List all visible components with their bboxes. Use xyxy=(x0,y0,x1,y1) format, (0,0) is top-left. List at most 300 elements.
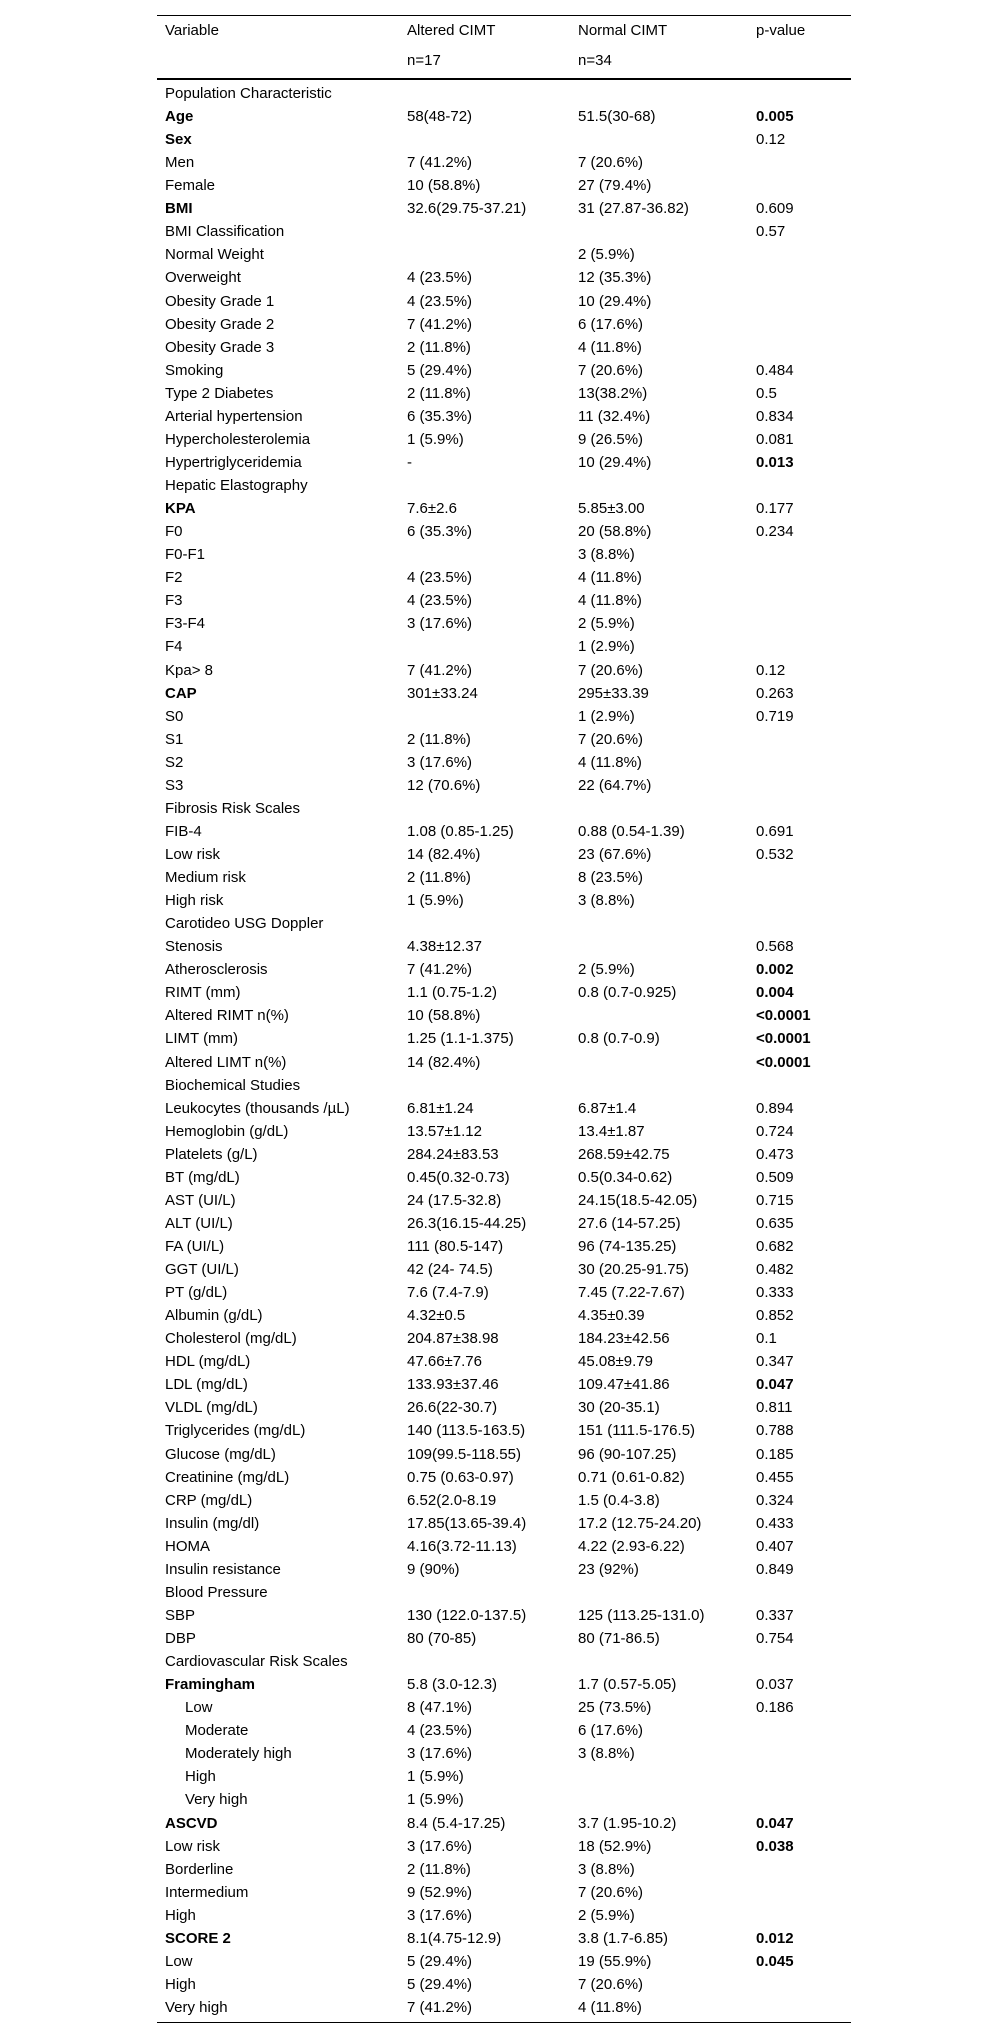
cell-variable: Glucose (mg/dL) xyxy=(165,1445,276,1463)
cell-variable: S1 xyxy=(165,730,184,748)
table-row xyxy=(157,1027,851,1050)
cell-altered-cimt: 10 (58.8%) xyxy=(407,1007,481,1025)
cell-altered-cimt: 26.3(16.15-44.25) xyxy=(407,1214,527,1232)
table-row xyxy=(157,1051,851,1074)
cell-variable: Obesity Grade 2 xyxy=(165,315,275,333)
cell-altered-cimt: 2 (11.8%) xyxy=(407,1860,471,1878)
table-row xyxy=(157,774,851,797)
cell-normal-cimt: 80 (71-86.5) xyxy=(578,1630,660,1648)
bottom-rule xyxy=(157,2022,851,2023)
cell-altered-cimt: 9 (90%) xyxy=(407,1560,460,1578)
cell-variable: SBP xyxy=(165,1606,196,1624)
cell-variable: Cholesterol (mg/dL) xyxy=(165,1330,297,1348)
table-row xyxy=(157,151,851,174)
cell-normal-cimt: 7 (20.6%) xyxy=(578,661,644,679)
cell-normal-cimt: 1.7 (0.57-5.05) xyxy=(578,1676,677,1694)
cell-variable: Very high xyxy=(185,1791,248,1809)
cell-altered-cimt: 5 (29.4%) xyxy=(407,1975,473,1993)
table-row xyxy=(157,1927,851,1950)
cell-altered-cimt: 7.6 (7.4-7.9) xyxy=(407,1284,489,1302)
cell-variable: Medium risk xyxy=(165,869,246,887)
cell-variable: Hypercholesterolemia xyxy=(165,430,311,448)
cell-variable: Population Characteristic xyxy=(165,85,332,102)
cell-altered-cimt: 14 (82.4%) xyxy=(407,845,481,863)
table-row xyxy=(157,1650,851,1673)
cell-p-value: 0.324 xyxy=(756,1491,794,1509)
table-row xyxy=(157,1627,851,1650)
table-row xyxy=(157,174,851,197)
table-row xyxy=(157,1812,851,1835)
table-row xyxy=(157,958,851,981)
cell-p-value: 0.185 xyxy=(756,1445,794,1463)
table-row xyxy=(157,243,851,266)
table-row xyxy=(157,1281,851,1304)
cell-variable: Low risk xyxy=(165,1837,221,1855)
cell-p-value: 0.005 xyxy=(756,108,794,126)
cell-p-value: 0.347 xyxy=(756,1353,794,1371)
cell-normal-cimt: 0.71 (0.61-0.82) xyxy=(578,1468,685,1486)
cell-altered-cimt: 6.52(2.0-8.19 xyxy=(407,1491,497,1509)
cell-altered-cimt: 5.8 (3.0-12.3) xyxy=(407,1676,498,1694)
table-row xyxy=(157,682,851,705)
cell-variable: BMI xyxy=(165,200,193,218)
cell-normal-cimt: 184.23±42.56 xyxy=(578,1330,670,1348)
cell-normal-cimt: 17.2 (12.75-24.20) xyxy=(578,1514,702,1532)
cell-normal-cimt: 7 (20.6%) xyxy=(578,1975,644,1993)
cell-altered-cimt: 3 (17.6%) xyxy=(407,1745,473,1763)
cell-p-value: 0.834 xyxy=(756,407,794,425)
cell-p-value: 0.754 xyxy=(756,1630,794,1648)
cell-normal-cimt: 1 (2.9%) xyxy=(578,707,635,725)
table-row xyxy=(157,1466,851,1489)
cell-variable: LDL (mg/dL) xyxy=(165,1376,248,1394)
table-row xyxy=(157,1258,851,1281)
cell-variable: GGT (UI/L) xyxy=(165,1261,239,1279)
cell-variable: High xyxy=(185,1768,216,1786)
table-row xyxy=(157,1881,851,1904)
cell-p-value: 0.234 xyxy=(756,523,794,541)
table-row xyxy=(157,1166,851,1189)
cell-altered-cimt: 4 (23.5%) xyxy=(407,292,473,310)
cell-normal-cimt: 4 (11.8%) xyxy=(578,753,642,771)
table-row xyxy=(157,128,851,151)
cell-altered-cimt: 1.08 (0.85-1.25) xyxy=(407,822,514,840)
cell-altered-cimt: 24 (17.5-32.8) xyxy=(407,1191,502,1209)
header-rule xyxy=(157,78,851,80)
cell-altered-cimt: 7 (41.2%) xyxy=(407,1998,473,2016)
cell-p-value: <0.0001 xyxy=(756,1053,811,1071)
cell-variable: Altered LIMT n(%) xyxy=(165,1053,287,1071)
cell-variable: Low xyxy=(185,1699,213,1717)
cell-altered-cimt: 14 (82.4%) xyxy=(407,1053,481,1071)
cell-altered-cimt: 8.4 (5.4-17.25) xyxy=(407,1814,506,1832)
cell-normal-cimt: 4 (11.8%) xyxy=(578,1998,642,2016)
cell-variable: Overweight xyxy=(165,269,241,287)
n-normal: n=34 xyxy=(578,52,612,69)
cell-variable: Framingham xyxy=(165,1676,256,1694)
cell-p-value: 0.568 xyxy=(756,938,794,956)
cell-altered-cimt: 3 (17.6%) xyxy=(407,753,473,771)
cell-altered-cimt: 4.32±0.5 xyxy=(407,1307,466,1325)
table-row xyxy=(157,820,851,843)
cell-variable: F2 xyxy=(165,569,183,587)
cell-variable: HDL (mg/dL) xyxy=(165,1353,251,1371)
cell-p-value: 0.263 xyxy=(756,684,794,702)
cell-p-value: 0.852 xyxy=(756,1307,794,1325)
cell-normal-cimt: 1.5 (0.4-3.8) xyxy=(578,1491,660,1509)
cell-p-value: 0.12 xyxy=(756,661,786,679)
table-row xyxy=(157,105,851,128)
cell-normal-cimt: 3.8 (1.7-6.85) xyxy=(578,1929,669,1947)
cell-altered-cimt: 7 (41.2%) xyxy=(407,154,473,172)
table-row xyxy=(157,1004,851,1027)
cell-p-value: 0.012 xyxy=(756,1929,794,1947)
cell-altered-cimt: 1 (5.9%) xyxy=(407,1768,464,1786)
cell-normal-cimt: 4.35±0.39 xyxy=(578,1307,645,1325)
cell-p-value: 0.682 xyxy=(756,1238,794,1255)
cell-altered-cimt: 10 (58.8%) xyxy=(407,177,481,195)
cell-altered-cimt: 13.57±1.12 xyxy=(407,1122,482,1140)
cell-altered-cimt: 42 (24- 74.5) xyxy=(407,1261,493,1279)
cell-normal-cimt: 3 (8.8%) xyxy=(578,546,635,564)
cell-normal-cimt: 0.88 (0.54-1.39) xyxy=(578,822,685,840)
cell-variable: Sex xyxy=(165,131,192,149)
cell-altered-cimt: 3 (17.6%) xyxy=(407,615,473,633)
cell-p-value: <0.0001 xyxy=(756,1007,811,1025)
cell-variable: Fibrosis Risk Scales xyxy=(165,799,301,817)
cell-altered-cimt: 204.87±38.98 xyxy=(407,1330,499,1348)
cell-altered-cimt: 9 (52.9%) xyxy=(407,1883,473,1901)
cell-p-value: 0.691 xyxy=(756,822,794,840)
cell-p-value: 0.002 xyxy=(756,961,794,979)
table-row xyxy=(157,197,851,220)
cell-variable: Very high xyxy=(165,1998,228,2016)
cell-variable: F0 xyxy=(165,523,183,541)
cell-variable: Cardiovascular Risk Scales xyxy=(165,1653,348,1671)
table-row xyxy=(157,336,851,359)
cell-normal-cimt: 31 (27.87-36.82) xyxy=(578,200,689,218)
header-p-value: p-value xyxy=(756,22,806,39)
cell-variable: Hepatic Elastography xyxy=(165,477,308,495)
cell-normal-cimt: 7 (20.6%) xyxy=(578,730,644,748)
cell-p-value: 0.1 xyxy=(756,1330,777,1348)
cell-normal-cimt: 23 (67.6%) xyxy=(578,845,652,863)
table-row xyxy=(157,1904,851,1927)
cell-altered-cimt: 6.81±1.24 xyxy=(407,1099,474,1117)
cell-altered-cimt: 0.75 (0.63-0.97) xyxy=(407,1468,514,1486)
cell-altered-cimt: 1 (5.9%) xyxy=(407,892,464,910)
header-altered-cimt: Altered CIMT xyxy=(407,22,496,39)
cell-altered-cimt: 1.1 (0.75-1.2) xyxy=(407,984,498,1002)
cell-altered-cimt: 4 (23.5%) xyxy=(407,592,473,610)
cell-p-value: 0.333 xyxy=(756,1284,794,1302)
cell-altered-cimt: 32.6(29.75-37.21) xyxy=(407,200,527,218)
table-row xyxy=(157,981,851,1004)
cell-normal-cimt: 268.59±42.75 xyxy=(578,1145,670,1163)
header-row xyxy=(157,19,851,42)
table-row xyxy=(157,1074,851,1097)
cell-variable: Age xyxy=(165,108,194,126)
table-row xyxy=(157,1696,851,1719)
cell-variable: BT (mg/dL) xyxy=(165,1168,240,1186)
table-row xyxy=(157,797,851,820)
cell-altered-cimt: 1 (5.9%) xyxy=(407,1791,464,1809)
cell-normal-cimt: 125 (113.25-131.0) xyxy=(578,1606,705,1624)
cell-variable: Men xyxy=(165,154,195,172)
table-row xyxy=(157,1143,851,1166)
cell-variable: Female xyxy=(165,177,216,195)
cell-normal-cimt: 4 (11.8%) xyxy=(578,338,642,356)
cell-p-value: 0.473 xyxy=(756,1145,794,1163)
header-n-row xyxy=(157,49,851,72)
cell-altered-cimt: 301±33.24 xyxy=(407,684,478,702)
cell-normal-cimt: 11 (32.4%) xyxy=(578,407,651,425)
table-row xyxy=(157,1581,851,1604)
table-row xyxy=(157,889,851,912)
cell-normal-cimt: 0.8 (0.7-0.925) xyxy=(578,984,677,1002)
cell-altered-cimt: 58(48-72) xyxy=(407,108,473,126)
cell-normal-cimt: 2 (5.9%) xyxy=(578,1906,635,1924)
table-row xyxy=(157,1373,851,1396)
cell-variable: DBP xyxy=(165,1630,196,1648)
cell-p-value: 0.635 xyxy=(756,1214,794,1232)
cell-normal-cimt: 27 (79.4%) xyxy=(578,177,652,195)
cell-variable: ALT (UI/L) xyxy=(165,1214,233,1232)
table-row xyxy=(157,1443,851,1466)
cell-normal-cimt: 23 (92%) xyxy=(578,1560,639,1578)
cell-variable: Low xyxy=(165,1952,193,1970)
cell-normal-cimt: 4 (11.8%) xyxy=(578,592,642,610)
cell-variable: High xyxy=(165,1975,196,1993)
table-row xyxy=(157,428,851,451)
cell-p-value: 0.455 xyxy=(756,1468,794,1486)
table-row xyxy=(157,1212,851,1235)
cell-variable: F4 xyxy=(165,638,183,656)
cell-normal-cimt: 20 (58.8%) xyxy=(578,523,652,541)
cell-altered-cimt: 4 (23.5%) xyxy=(407,569,473,587)
cell-variable: Low risk xyxy=(165,845,221,863)
cell-variable: Leukocytes (thousands /µL) xyxy=(165,1099,350,1117)
table-row xyxy=(157,1604,851,1627)
table-row xyxy=(157,566,851,589)
cell-p-value: 0.811 xyxy=(756,1399,793,1417)
table-row xyxy=(157,520,851,543)
cell-normal-cimt: 1 (2.9%) xyxy=(578,638,635,656)
cell-altered-cimt: 7 (41.2%) xyxy=(407,961,473,979)
table-row xyxy=(157,451,851,474)
cell-variable: High xyxy=(165,1906,196,1924)
cell-normal-cimt: 3 (8.8%) xyxy=(578,1860,635,1878)
table-row xyxy=(157,912,851,935)
header-normal-cimt: Normal CIMT xyxy=(578,22,668,39)
cell-normal-cimt: 18 (52.9%) xyxy=(578,1837,652,1855)
cell-p-value: 0.433 xyxy=(756,1514,794,1532)
table-row xyxy=(157,751,851,774)
table-row xyxy=(157,313,851,336)
cell-altered-cimt: 5 (29.4%) xyxy=(407,361,473,379)
table-row xyxy=(157,635,851,658)
cell-variable: ASCVD xyxy=(165,1814,218,1832)
cell-variable: Insulin (mg/dl) xyxy=(165,1514,260,1532)
table-row xyxy=(157,659,851,682)
cell-altered-cimt: 4.16(3.72-11.13) xyxy=(407,1537,517,1555)
table-row xyxy=(157,1719,851,1742)
cell-normal-cimt: 295±33.39 xyxy=(578,684,649,702)
cell-altered-cimt: 2 (11.8%) xyxy=(407,730,471,748)
table-row xyxy=(157,405,851,428)
cell-variable: Smoking xyxy=(165,361,224,379)
cell-variable: KPA xyxy=(165,500,196,518)
cell-variable: Platelets (g/L) xyxy=(165,1145,258,1163)
cell-normal-cimt: 7 (20.6%) xyxy=(578,1883,644,1901)
cell-variable: HOMA xyxy=(165,1537,210,1555)
cell-normal-cimt: 19 (55.9%) xyxy=(578,1952,652,1970)
cell-variable: Type 2 Diabetes xyxy=(165,384,274,402)
header-variable: Variable xyxy=(165,22,219,39)
cell-variable: AST (UI/L) xyxy=(165,1191,236,1209)
cell-altered-cimt: 2 (11.8%) xyxy=(407,869,471,887)
table-row xyxy=(157,1858,851,1881)
cell-p-value: 0.177 xyxy=(756,500,794,518)
table-row xyxy=(157,359,851,382)
cell-normal-cimt: 96 (90-107.25) xyxy=(578,1445,677,1463)
cell-p-value: 0.12 xyxy=(756,131,786,149)
cell-variable: High risk xyxy=(165,892,224,910)
cell-variable: Moderate xyxy=(185,1722,249,1740)
cell-variable: Borderline xyxy=(165,1860,234,1878)
table-row xyxy=(157,497,851,520)
cell-normal-cimt: 0.8 (0.7-0.9) xyxy=(578,1030,660,1048)
cell-p-value: 0.849 xyxy=(756,1560,794,1578)
table-row xyxy=(157,935,851,958)
cell-p-value: 0.045 xyxy=(756,1952,794,1970)
table-row xyxy=(157,1097,851,1120)
cell-variable: PT (g/dL) xyxy=(165,1284,228,1302)
cell-variable: Hypertriglyceridemia xyxy=(165,453,302,471)
table-row xyxy=(157,1558,851,1581)
cell-variable: Moderately high xyxy=(185,1745,292,1763)
cell-variable: Altered RIMT n(%) xyxy=(165,1007,289,1025)
cell-altered-cimt: 284.24±83.53 xyxy=(407,1145,499,1163)
cell-p-value: 0.037 xyxy=(756,1676,794,1694)
cell-variable: Albumin (g/dL) xyxy=(165,1307,263,1325)
cell-variable: S2 xyxy=(165,753,184,771)
cell-normal-cimt: 2 (5.9%) xyxy=(578,615,635,633)
cell-normal-cimt: 24.15(18.5-42.05) xyxy=(578,1191,698,1209)
cell-variable: Hemoglobin (g/dL) xyxy=(165,1122,289,1140)
cell-p-value: 0.038 xyxy=(756,1837,794,1855)
cell-variable: RIMT (mm) xyxy=(165,984,241,1002)
cell-variable: FIB-4 xyxy=(165,822,202,840)
cell-variable: Creatinine (mg/dL) xyxy=(165,1468,290,1486)
cell-altered-cimt: 7.6±2.6 xyxy=(407,500,457,518)
cell-altered-cimt: 17.85(13.65-39.4) xyxy=(407,1514,527,1532)
cell-variable: Obesity Grade 3 xyxy=(165,338,275,356)
table-row xyxy=(157,290,851,313)
cell-normal-cimt: 151 (111.5-176.5) xyxy=(578,1422,696,1440)
cell-variable: Obesity Grade 1 xyxy=(165,292,275,310)
cell-normal-cimt: 27.6 (14-57.25) xyxy=(578,1214,681,1232)
cell-p-value: 0.788 xyxy=(756,1422,794,1440)
cell-variable: FA (UI/L) xyxy=(165,1238,225,1255)
cell-normal-cimt: 30 (20-35.1) xyxy=(578,1399,660,1417)
table-header xyxy=(157,15,851,80)
cell-variable: S0 xyxy=(165,707,184,725)
table-row xyxy=(157,1973,851,1996)
cell-normal-cimt: 13(38.2%) xyxy=(578,384,648,402)
table-row xyxy=(157,382,851,405)
table-row xyxy=(157,82,851,105)
table-row xyxy=(157,1419,851,1442)
cell-variable: Biochemical Studies xyxy=(165,1076,301,1094)
cell-p-value: 0.047 xyxy=(756,1376,794,1394)
cell-normal-cimt: 6 (17.6%) xyxy=(578,1722,644,1740)
cell-variable: CRP (mg/dL) xyxy=(165,1491,253,1509)
cell-p-value: 0.081 xyxy=(756,430,794,448)
cell-normal-cimt: 109.47±41.86 xyxy=(578,1376,670,1394)
cell-p-value: 0.724 xyxy=(756,1122,794,1140)
table-row xyxy=(157,1120,851,1143)
cell-variable: Triglycerides (mg/dL) xyxy=(165,1422,306,1440)
table-row xyxy=(157,1788,851,1811)
table-row xyxy=(157,1350,851,1373)
table-row xyxy=(157,1835,851,1858)
table-row xyxy=(157,589,851,612)
cell-altered-cimt: 2 (11.8%) xyxy=(407,338,471,356)
cell-normal-cimt: 7 (20.6%) xyxy=(578,154,644,172)
cell-p-value: 0.013 xyxy=(756,453,794,471)
cell-altered-cimt: 5 (29.4%) xyxy=(407,1952,473,1970)
table-row xyxy=(157,266,851,289)
cell-p-value: 0.337 xyxy=(756,1606,794,1624)
cell-normal-cimt: 10 (29.4%) xyxy=(578,453,652,471)
cell-variable: Stenosis xyxy=(165,938,223,956)
cell-normal-cimt: 4.22 (2.93-6.22) xyxy=(578,1537,685,1555)
cell-variable: Insulin resistance xyxy=(165,1560,281,1578)
cell-p-value: 0.894 xyxy=(756,1099,794,1117)
cell-altered-cimt: 140 (113.5-163.5) xyxy=(407,1422,526,1440)
table-row xyxy=(157,1396,851,1419)
cell-altered-cimt: 3 (17.6%) xyxy=(407,1837,473,1855)
cell-variable: CAP xyxy=(165,684,197,702)
table-row xyxy=(157,612,851,635)
cell-altered-cimt: 4 (23.5%) xyxy=(407,269,473,287)
cell-normal-cimt: 45.08±9.79 xyxy=(578,1353,653,1371)
cell-altered-cimt: 26.6(22-30.7) xyxy=(407,1399,498,1417)
cell-variable: Intermedium xyxy=(165,1883,249,1901)
table-row xyxy=(157,1189,851,1212)
cell-variable: SCORE 2 xyxy=(165,1929,231,1947)
cell-variable: Arterial hypertension xyxy=(165,407,303,425)
cell-p-value: 0.186 xyxy=(756,1699,794,1717)
cell-normal-cimt: 25 (73.5%) xyxy=(578,1699,652,1717)
table-row xyxy=(157,1742,851,1765)
cell-p-value: <0.0001 xyxy=(756,1030,811,1048)
cell-normal-cimt: 22 (64.7%) xyxy=(578,776,652,794)
cell-variable: S3 xyxy=(165,776,184,794)
cell-variable: VLDL (mg/dL) xyxy=(165,1399,258,1417)
cell-p-value: 0.57 xyxy=(756,223,786,241)
cell-altered-cimt: 12 (70.6%) xyxy=(407,776,481,794)
cell-variable: Normal Weight xyxy=(165,246,264,264)
cell-altered-cimt: 4 (23.5%) xyxy=(407,1722,473,1740)
cell-variable: Atherosclerosis xyxy=(165,961,268,979)
table-row xyxy=(157,1235,851,1258)
table-row xyxy=(157,1304,851,1327)
cell-p-value: 0.407 xyxy=(756,1537,794,1555)
cell-normal-cimt: 2 (5.9%) xyxy=(578,961,635,979)
table-row xyxy=(157,474,851,497)
